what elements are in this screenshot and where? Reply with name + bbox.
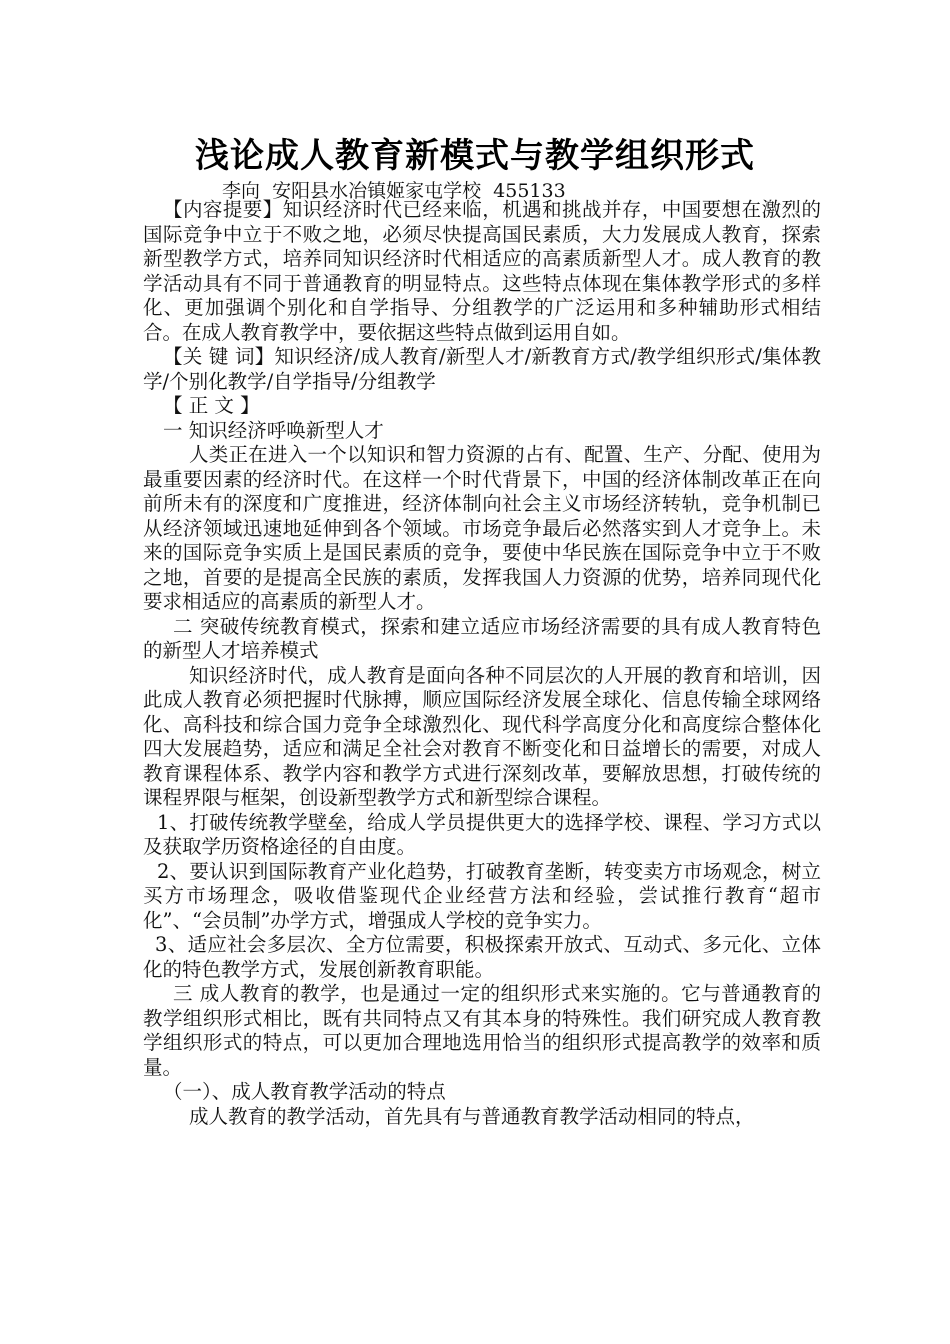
- subsection-heading-1: （一）、成人教育教学活动的特点: [163, 1080, 446, 1103]
- section-paragraph-2: 知识经济时代，成人教育是面向各种不同层次的人开展的教育和培训，因此成人教育必须把握时代脉搏，顺应国际经济发展全球化、信息传输全球网络化、高科技和综合国力竞争全球激烈化、现代科学高度分化和高度综合整体化四大发展趋势，适应和满足全社会对教育不断变化和日益增长的需要，对成人教育课程体系、教学内容和教学方式进行深刻改革，要解放思想，打破传统的课程界限与框架，创设新型教学方式和新型综合课程。: [143, 663, 821, 809]
- author-line: 李向 安阳县水冶镇姬家屯学校 455133: [222, 180, 566, 202]
- section-heading-1: 一 知识经济呼唤新型人才: [163, 418, 384, 442]
- document-title: 浅论成人教育新模式与教学组织形式: [195, 136, 755, 176]
- section-heading-2: 二 突破传统教育模式，探索和建立适应市场经济需要的具有成人教育特色的新型人才培养模式: [143, 614, 821, 662]
- list-item-3: 3、适应社会多层次、全方位需要，积极探索开放式、互动式、多元化、立体化的特色教学方式，发展创新教育职能。: [143, 933, 821, 981]
- section-paragraph-1: 人类正在进入一个以知识和智力资源的占有、配置、生产、分配、使用为最重要因素的经济时代。在这样一个时代背景下，中国的经济体制改革正在向前所未有的深度和广度推进，经济体制向社会主义市场经济转轨，竞争机制已从经济领域迅速地延伸到各个领域。市场竞争最后必然落实到人才竞争上。未来的国际竞争实质上是国民素质的竞争，要使中华民族在国际竞争中立于不败之地，首要的是提高全民族的素质，发挥我国人力资源的优势，培养同现代化要求相适应的高素质的新型人才。: [143, 443, 821, 613]
- document-body: [143, 198, 821, 1129]
- section-paragraph-3: 三 成人教育的教学，也是通过一定的组织形式来实施的。它与普通教育的教学组织形式相比，既有共同特点又有其本身的特殊性。我们研究成人教育教学组织形式的特点，可以更加合理地选用恰当的组织形式提高教学的效率和质量。: [143, 982, 821, 1079]
- list-item-1: 1、打破传统教学壁垒，给成人学员提供更大的选择学校、课程、学习方式以及获取学历资格途径的自由度。: [143, 810, 821, 858]
- list-item-2: 2、要认识到国际教育产业化趋势，打破教育垄断，转变卖方市场观念，树立买方市场理念，吸收借鉴现代企业经营方法和经验，尝试推行教育“超市化”、“会员制”办学方式，增强成人学校的竞争实力。: [143, 859, 821, 932]
- subsection-paragraph-1: 成人教育的教学活动，首先具有与普通教育教学活动相同的特点，: [189, 1104, 755, 1128]
- keywords-paragraph: 【关 键 词】知识经济/成人教育/新型人才/新教育方式/教学组织形式/集体教学/个别化教学/自学指导/分组教学: [143, 345, 821, 393]
- main-text-label: 【 正 文 】: [163, 394, 260, 417]
- abstract-paragraph: 【内容提要】知识经济时代已经来临，机遇和挑战并存，中国要想在激烈的国际竞争中立于不败之地，必须尽快提高国民素质，大力发展成人教育，探索新型教学方式，培养同知识经济时代相适应的高素质新型人才。成人教育的教学活动具有不同于普通教育的明显特点。这些特点体现在集体教学形式的多样化、更加强调个别化和自学指导、分组教学的广泛运用和多种辅助形式相结合。在成人教育教学中，要依据这些特点做到运用自如。: [143, 198, 821, 344]
